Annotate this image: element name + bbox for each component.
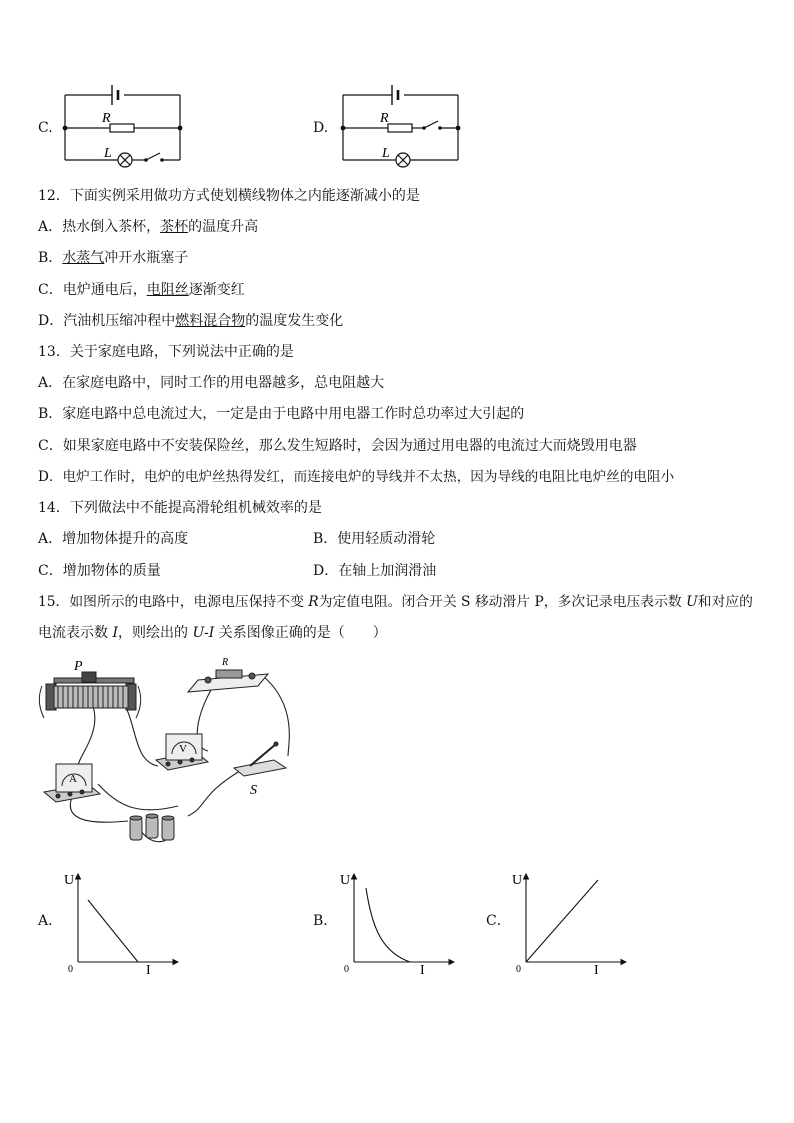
q12-option-a: A．热水倒入茶杯，茶杯的温度升高 (38, 219, 259, 235)
circuit-c-diagram (60, 82, 190, 167)
q14-option-b: B．使用轻质动滑轮 (313, 531, 436, 547)
battery-cells (130, 814, 174, 840)
option-d-label: D. (313, 120, 329, 136)
q12-stem: 12．下面实例采用做功方式使划横线物体之内能逐渐减小的是 (38, 188, 420, 204)
q15-stem-line1: 15．如图所示的电路中，电源电压保持不变 R为定值电阻。闭合开关 S 移动滑片 P，多次记录电压表示数 U和对应的 (38, 594, 753, 610)
q12-option-b: B．水蒸气冲开水瓶塞子 (38, 250, 189, 266)
rheostat (39, 672, 141, 718)
circuit-c-l-label: L (104, 146, 112, 161)
circuit-d-diagram (338, 82, 468, 167)
q15-graph-b-option: B． (313, 913, 338, 929)
q15-graph-c (510, 866, 634, 978)
q13-option-a: A．在家庭电路中，同时工作的用电器越多，总电阻越大 (38, 375, 385, 391)
knife-switch (234, 742, 286, 776)
apparatus-r-label: R (222, 657, 229, 668)
q15-graph-b (338, 866, 462, 978)
q14-option-c: C．增加物体的质量 (38, 563, 161, 579)
graph-b-y-label: U (340, 873, 351, 888)
graph-a-origin: 0 (68, 964, 73, 975)
q12-option-c: C．电炉通电后，电阻丝逐渐变红 (38, 282, 245, 298)
q13-option-d: D．电炉工作时，电炉的电炉丝热得发红，而连接电炉的导线并不太热，因为导线的电阻比电炉丝的电阻小 (38, 469, 675, 485)
graph-b-curve (366, 888, 410, 962)
q13-stem: 13．关于家庭电路，下列说法中正确的是 (38, 344, 294, 360)
graph-c-x-label: I (594, 963, 599, 978)
apparatus-p-label: P (74, 659, 83, 674)
graph-c-origin: 0 (516, 964, 521, 975)
circuit-d-l-label: L (382, 146, 390, 161)
ammeter-a-label: A (69, 773, 77, 785)
graph-b-origin: 0 (344, 964, 349, 975)
q13-option-c: C．如果家庭电路中不安装保险丝，那么发生短路时，会因为通过用电器的电流过大而烧毁用电器 (38, 438, 637, 454)
q15-graph-c-option: C． (486, 913, 511, 929)
circuit-d-r-label: R (380, 111, 389, 126)
fixed-resistor (188, 670, 268, 692)
q15-graph-a (62, 866, 186, 978)
graph-a-y-label: U (64, 873, 75, 888)
q12-option-d: D．汽油机压缩冲程中燃料混合物的温度发生变化 (38, 313, 344, 329)
graph-b-x-label: I (420, 963, 425, 978)
voltmeter-v-label: V (179, 743, 187, 755)
q15-stem-line2: 电流表示数 I，则绘出的 U-I 关系图像正确的是（ ） (38, 625, 387, 641)
q13-option-b: B．家庭电路中总电流过大，一定是由于电路中用电器工作时总功率过大引起的 (38, 406, 525, 422)
q15-graph-a-option: A． (38, 913, 63, 929)
graph-c-y-label: U (512, 873, 523, 888)
graph-c-line (526, 880, 598, 962)
q14-option-d: D．在轴上加润滑油 (313, 563, 437, 579)
apparatus-s-label: S (250, 783, 257, 798)
graph-a-x-label: I (146, 963, 151, 978)
q15-apparatus-illustration (38, 656, 308, 856)
circuit-c-r-label: R (102, 111, 111, 126)
q14-option-a: A．增加物体提升的高度 (38, 531, 189, 547)
q14-stem: 14．下列做法中不能提高滑轮组机械效率的是 (38, 500, 322, 516)
option-c-label: C. (38, 120, 53, 136)
graph-a-line (88, 900, 138, 962)
